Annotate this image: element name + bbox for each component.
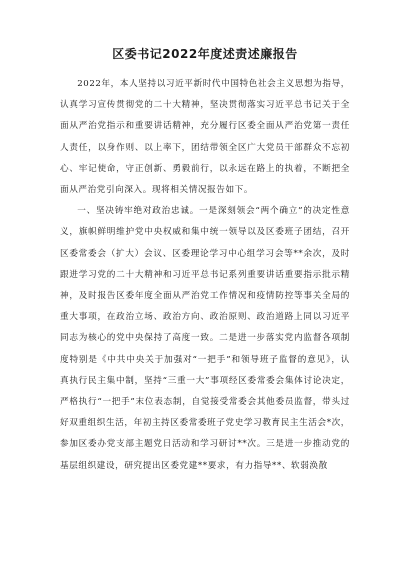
- document-page: [60, 46, 350, 477]
- document-title: 区委书记2022年度述责述廉报告: [112, 47, 298, 61]
- paragraph-section-one: 一、坚决铸牢绝对政治忠诚。一是深刻领会“两个确立”的决定性意义，旗帜鲜明维护党中央权威和集中统一领导以及区委班子团结，召开区委常委会（扩大）会议、区委理论学习中心组学习会等**余次，及时跟进学习党的二十大精神和习近平总书记系列重要讲话重要指示批示精神，及时报告区委年度全面从严治党工作情况和疫情防控等事关全局的重大事项，在政治立场、政治方向、政治原则、政治道路上同以习近平同志为核心的党中央保持了高度一致。二是进一步落实党内监督各项制度特别是《中共中央关于加强对“一把手”和领导班子监督的意见》，认真执行民主集中制，坚持“三重一大”事项经区委常委会集体讨论决定，严格执行“一把手”末位表态制，自觉接受常委会其他委员监督，带头过好双重组织生活，年初主持区委常委班子党史学习教育民主生活会*次，参加区委办党支部主题党日活动和学习研讨**次。三是进一步推动党的基层组织建设，研究提出区委党建**要求，有力指导**、软弱涣散: [60, 206, 350, 471]
- paragraph-intro: 2022年，本人坚持以习近平新时代中国特色社会主义思想为指导，认真学习宣传贯彻党的二十大精神，坚决贯彻落实习近平总书记关于全面从严治党指示和重要讲话精神，充分履行区委全面从严治党第一责任人责任，以身作则、以上率下，团结带领全区广大党员干部群众不忘初心、牢记使命，守正创新、勇毅前行，以永远在路上的执着，不断把全面从严治党引向深入。现将相关情况报告如下。: [60, 79, 350, 196]
